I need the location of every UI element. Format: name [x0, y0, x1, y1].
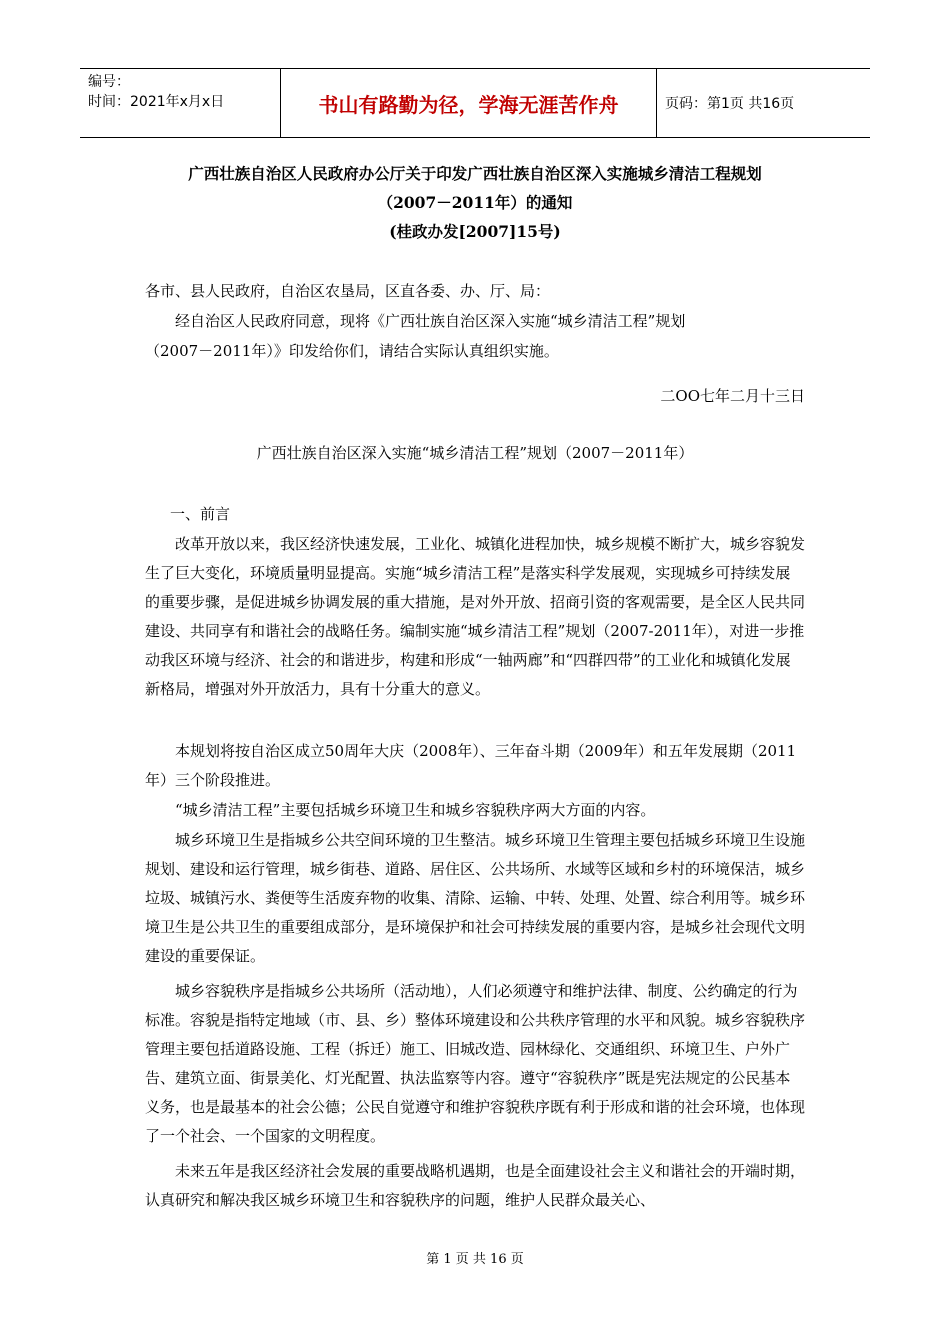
section-heading: 一、前言	[170, 505, 231, 523]
notice-date: 二OO七年二月十三日	[660, 387, 805, 405]
notice-body-line1: 经自治区人民政府同意，现将《广西壮族自治区深入实施“城乡清洁工程”规划	[175, 312, 686, 330]
document-header	[80, 68, 870, 138]
document-title-line3: (桂政办发[2007]15号)	[389, 222, 561, 241]
salutation: 各市、县人民政府，自治区农垦局，区直各委、办、厅、局：	[145, 282, 551, 300]
document-title-line1: 广西壮族自治区人民政府办公厅关于印发广西壮族自治区深入实施城乡清洁工程规划	[188, 164, 762, 183]
notice-body-line2: （2007－2011年）》印发给你们，请结合实际认真组织实施。	[145, 342, 559, 360]
document-title-line2: （2007－2011年）的通知	[377, 193, 573, 212]
paragraph-scope: “城乡清洁工程”主要包括城乡环境卫生和城乡容貌秩序两大方面的内容。	[175, 801, 656, 819]
paragraph-intro: 改革开放以来，我区经济快速发展，工业化、城镇化进程加快，城乡规模不断扩大，城乡容貌发生了巨大变化，环境质量明显提高。实施“城乡清洁工程”是落实科学发展观，实现城乡可持续发展的重要步骤，是促进城乡协调发展的重大措施，是对外开放、招商引资的客观需要，是全区人民共同建设、共同享有和谐社会的战略任务。编制实施“城乡清洁工程”规划（2007-2011年），对进一步推动我区环境与经济、社会的和谐进步，构建和形成“一轴两廊”和“四群四带”的工业化和城镇化发展新格局，增强对外开放活力，具有十分重大的意义。	[145, 535, 806, 698]
paragraph-sanitation: 城乡环境卫生是指城乡公共空间环境的卫生整洁。城乡环境卫生管理主要包括城乡环境卫生设施规划、建设和运行管理，城乡街巷、道路、居住区、公共场所、水域等区域和乡村的环境保洁，城乡垃圾、城镇污水、粪便等生活废弃物的收集、清除、运输、中转、处理、处置、综合利用等。城乡环境卫生是公共卫生的重要组成部分，是环境保护和社会可持续发展的重要内容，是城乡社会现代文明建设的重要保证。	[145, 831, 806, 965]
time-label: 时间：2021年x月x日	[88, 94, 225, 110]
paragraph-future: 未来五年是我区经济社会发展的重要战略机遇期，也是全面建设社会主义和谐社会的开端时期，认真研究和解决我区城乡环境卫生和容貌秩序的问题，维护人民群众最关心、	[145, 1162, 806, 1209]
paragraph-order: 城乡容貌秩序是指城乡公共场所（活动地），人们必须遵守和维护法律、制度、公约确定的行为标准。容貌是指特定地域（市、县、乡）整体环境建设和公共秩序管理的水平和风貌。城乡容貌秩序管理主要包括道路设施、工程（拆迁）施工、旧城改造、园林绿化、交通组织、环境卫生、户外广告、建筑立面、街景美化、灯光配置、执法监察等内容。遵守“容貌秩序”既是宪法规定的公民基本义务，也是最基本的社会公德；公民自觉遵守和维护容貌秩序既有利于形成和谐的社会环境，也体现了一个社会、一个国家的文明程度。	[145, 982, 806, 1145]
header-meta	[80, 69, 280, 137]
header-page-info: 页码：第1页 共16页	[665, 96, 795, 112]
number-label: 编号：	[88, 74, 130, 90]
header-motto: 书山有路勤为径，学海无涯苦作舟	[280, 69, 657, 137]
plan-title: 广西壮族自治区深入实施“城乡清洁工程”规划（2007－2011年）	[256, 444, 694, 462]
page-footer: 第 1 页 共 16 页	[426, 1252, 524, 1267]
paragraph-phases: 本规划将按自治区成立50周年大庆（2008年）、三年奋斗期（2009年）和五年发展期（2011年）三个阶段推进。	[145, 742, 797, 789]
